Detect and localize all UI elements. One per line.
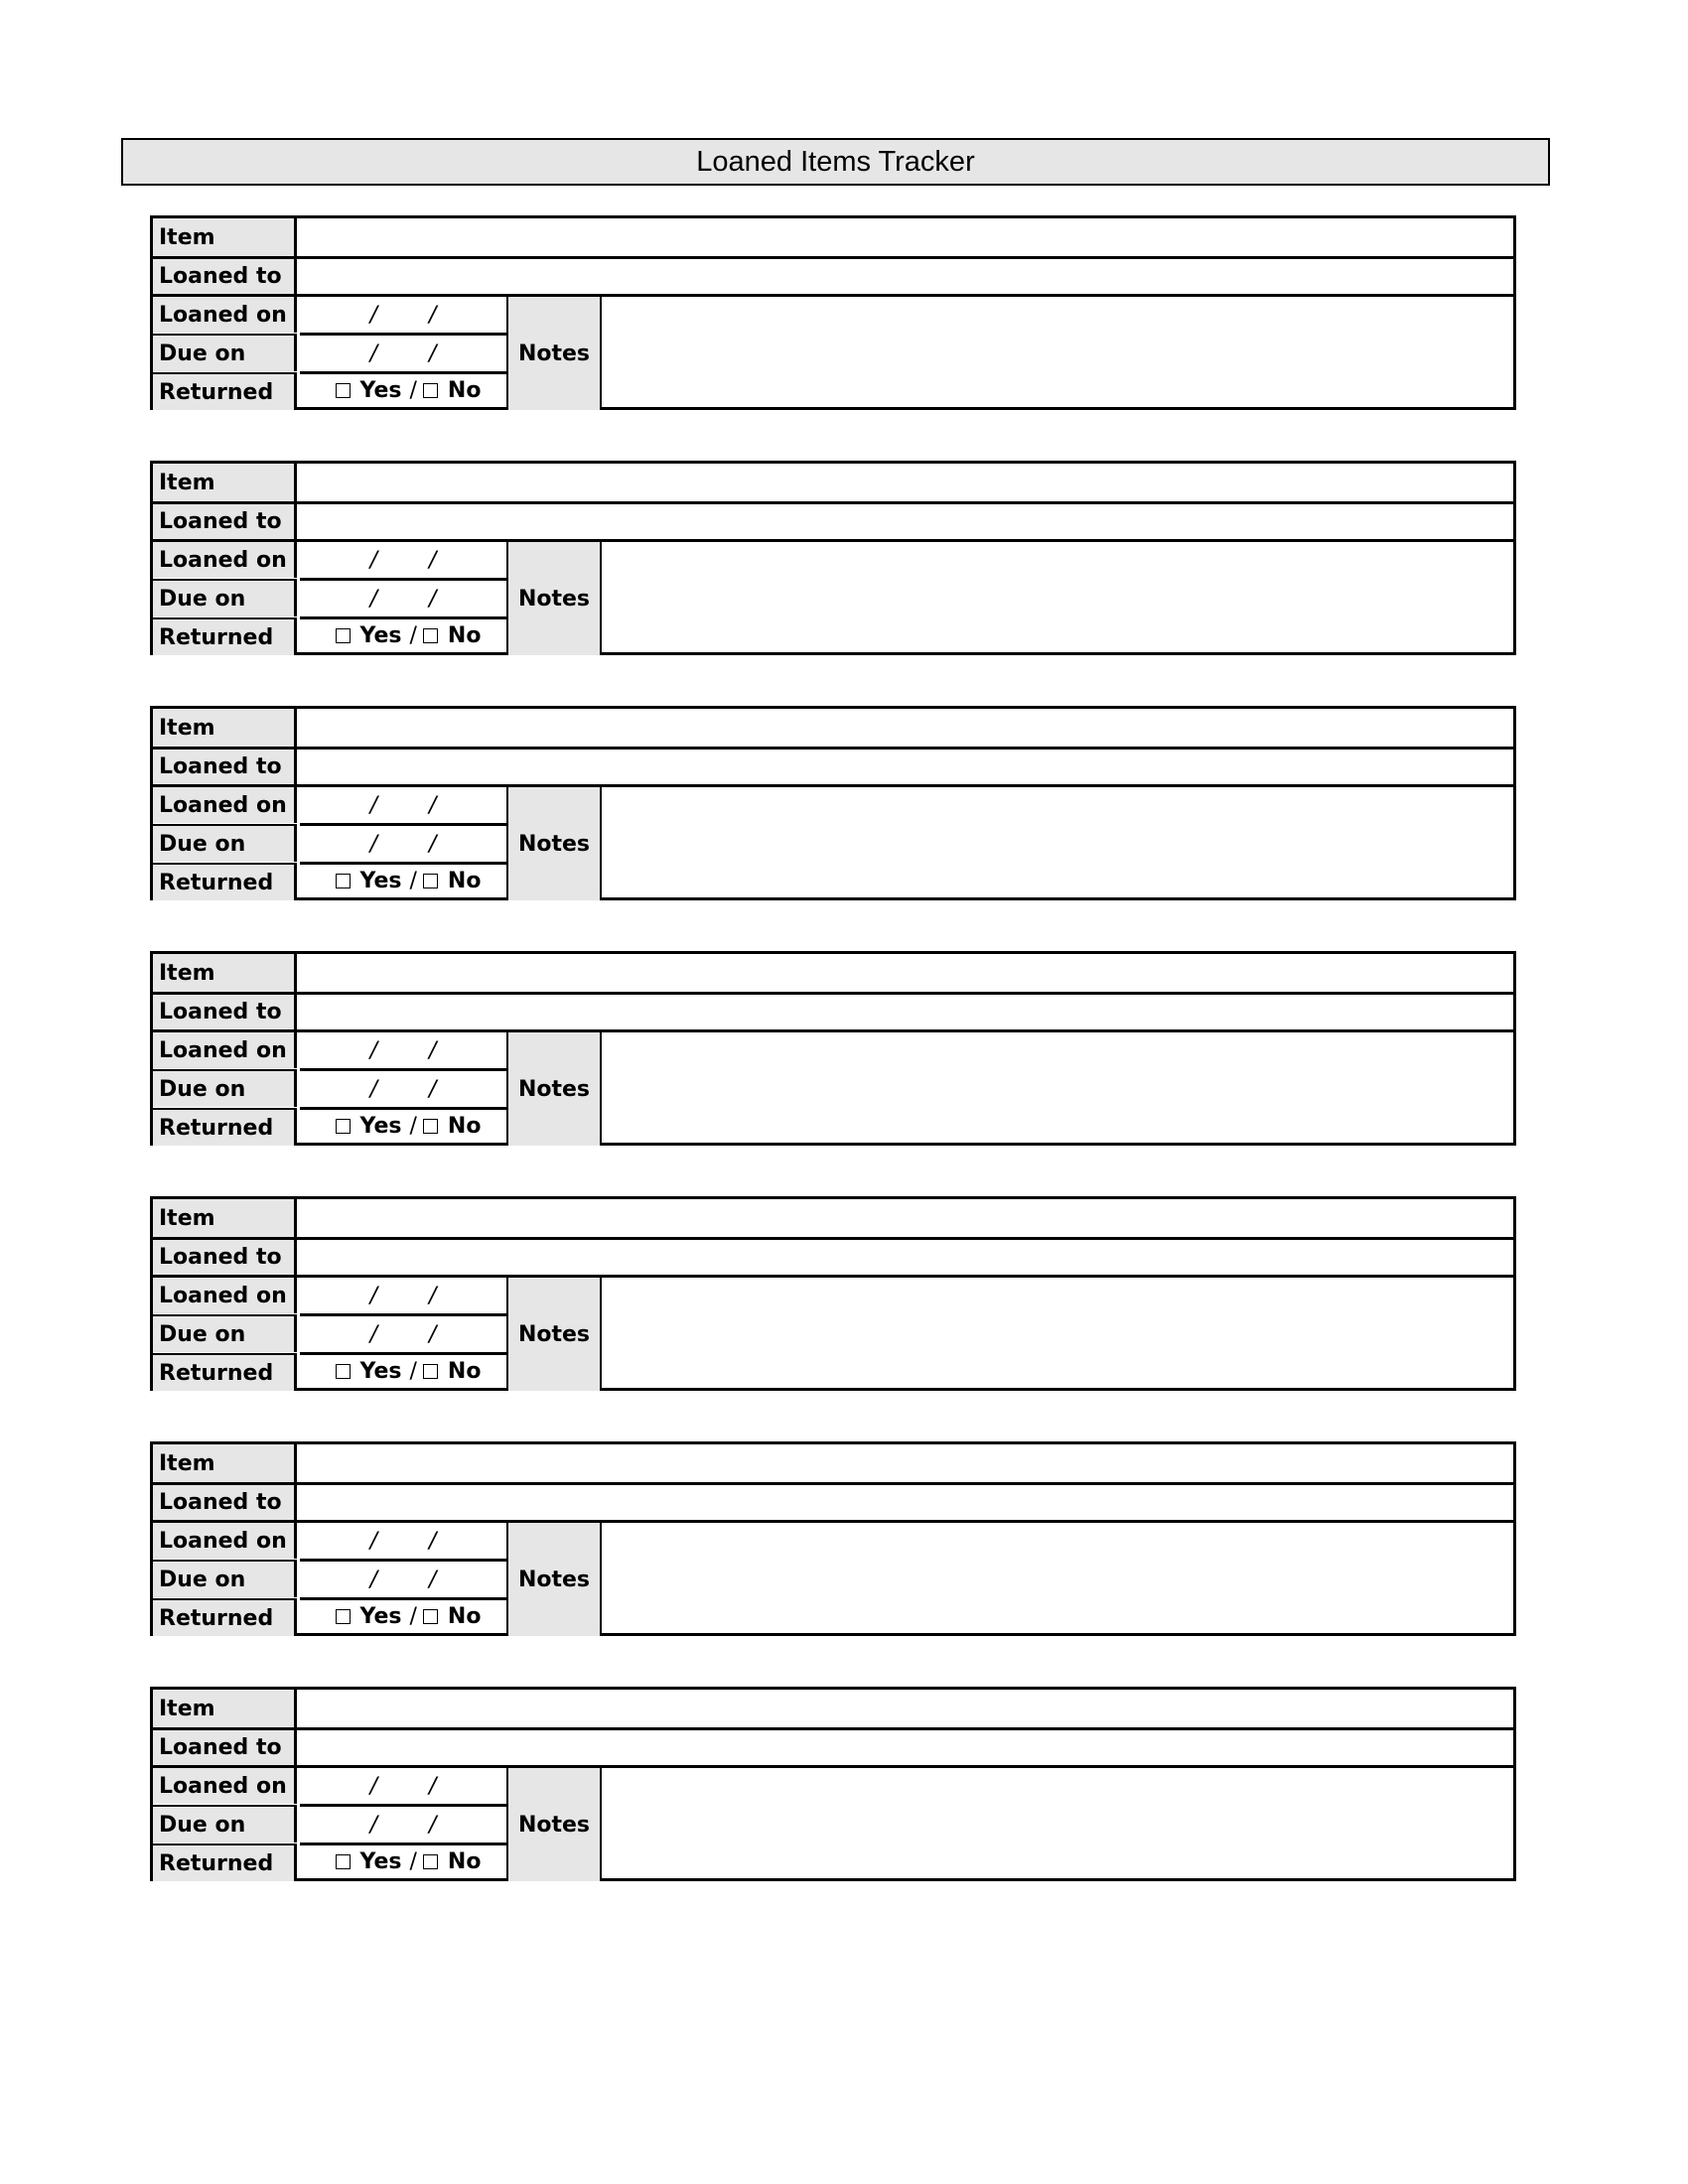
date-separator: /	[429, 831, 437, 857]
returned-label: Returned	[153, 1110, 297, 1146]
item-label: Item	[153, 1444, 297, 1482]
loan-record	[150, 1441, 1516, 1636]
loaned-on-date-field[interactable]	[300, 542, 506, 578]
notes-field[interactable]	[602, 297, 1513, 407]
slash-separator: /	[409, 378, 417, 403]
due-on-date-field[interactable]	[300, 1562, 506, 1597]
item-label: Item	[153, 1199, 297, 1237]
no-label: No	[447, 378, 482, 403]
yes-label: Yes	[359, 1604, 402, 1629]
loaned-to-label: Loaned to	[153, 1240, 297, 1275]
slash-separator: /	[409, 869, 417, 893]
returned-field	[300, 374, 506, 407]
item-label: Item	[153, 1690, 297, 1727]
slash-separator: /	[409, 1114, 417, 1139]
due-on-date-field[interactable]	[300, 581, 506, 616]
loan-record	[150, 1196, 1516, 1391]
loan-record	[150, 215, 1516, 410]
loaned-on-label: Loaned on	[153, 1278, 297, 1313]
loan-record	[150, 461, 1516, 655]
date-separator: /	[369, 831, 377, 857]
date-separator: /	[429, 341, 437, 366]
date-separator: /	[369, 302, 377, 328]
returned-label: Returned	[153, 374, 297, 410]
notes-label: Notes	[506, 787, 602, 900]
date-separator: /	[369, 1321, 377, 1347]
returned-yes-checkbox[interactable]	[336, 383, 351, 398]
returned-field	[300, 865, 506, 897]
date-separator: /	[429, 1812, 437, 1838]
loaned-to-label: Loaned to	[153, 750, 297, 784]
notes-label: Notes	[506, 1768, 602, 1881]
loaned-to-field[interactable]	[300, 259, 1513, 294]
loaned-to-field[interactable]	[300, 504, 1513, 539]
date-separator: /	[369, 1076, 377, 1102]
slash-separator: /	[409, 1359, 417, 1384]
returned-label: Returned	[153, 619, 297, 655]
date-separator: /	[369, 792, 377, 818]
loaned-on-date-field[interactable]	[300, 297, 506, 333]
no-label: No	[447, 1359, 482, 1384]
due-on-date-field[interactable]	[300, 1807, 506, 1843]
no-label: No	[447, 623, 482, 648]
returned-field	[300, 1355, 506, 1388]
due-on-date-field[interactable]	[300, 1071, 506, 1107]
slash-separator: /	[409, 1604, 417, 1629]
item-field[interactable]	[300, 218, 1513, 256]
due-on-date-field[interactable]	[300, 826, 506, 862]
returned-yes-checkbox[interactable]	[336, 1609, 351, 1624]
loaned-on-date-field[interactable]	[300, 1032, 506, 1068]
loaned-on-date-field[interactable]	[300, 1523, 506, 1559]
date-separator: /	[369, 547, 377, 573]
due-on-date-field[interactable]	[300, 336, 506, 371]
item-label: Item	[153, 709, 297, 747]
date-separator: /	[369, 1567, 377, 1592]
notes-label: Notes	[506, 297, 602, 410]
date-separator: /	[429, 1076, 437, 1102]
loan-record	[150, 706, 1516, 900]
returned-label: Returned	[153, 1600, 297, 1636]
loaned-on-label: Loaned on	[153, 297, 297, 333]
yes-label: Yes	[359, 869, 402, 893]
item-field[interactable]	[300, 709, 1513, 747]
returned-yes-checkbox[interactable]	[336, 1119, 351, 1134]
returned-no-checkbox[interactable]	[423, 628, 438, 643]
loaned-on-date-field[interactable]	[300, 1278, 506, 1313]
date-separator: /	[369, 1037, 377, 1063]
returned-no-checkbox[interactable]	[423, 1364, 438, 1379]
date-separator: /	[369, 1528, 377, 1554]
item-field[interactable]	[300, 1690, 1513, 1727]
returned-no-checkbox[interactable]	[423, 1119, 438, 1134]
due-on-date-field[interactable]	[300, 1316, 506, 1352]
notes-field[interactable]	[602, 1768, 1513, 1878]
returned-field	[300, 1845, 506, 1878]
date-separator: /	[369, 1773, 377, 1799]
due-on-label: Due on	[153, 1807, 297, 1843]
notes-field[interactable]	[602, 1032, 1513, 1143]
date-separator: /	[429, 1283, 437, 1308]
item-label: Item	[153, 464, 297, 501]
loaned-to-field[interactable]	[300, 750, 1513, 784]
slash-separator: /	[409, 1849, 417, 1874]
returned-no-checkbox[interactable]	[423, 1609, 438, 1624]
loaned-on-label: Loaned on	[153, 1768, 297, 1804]
due-on-label: Due on	[153, 581, 297, 616]
returned-field	[300, 1600, 506, 1633]
loaned-on-date-field[interactable]	[300, 1768, 506, 1804]
date-separator: /	[369, 586, 377, 612]
notes-label: Notes	[506, 1032, 602, 1146]
date-separator: /	[429, 302, 437, 328]
date-separator: /	[429, 792, 437, 818]
date-separator: /	[429, 547, 437, 573]
date-separator: /	[369, 1812, 377, 1838]
date-separator: /	[369, 341, 377, 366]
returned-yes-checkbox[interactable]	[336, 628, 351, 643]
date-separator: /	[429, 1528, 437, 1554]
no-label: No	[447, 1114, 482, 1139]
loaned-on-label: Loaned on	[153, 787, 297, 823]
item-field[interactable]	[300, 1444, 1513, 1482]
loaned-to-label: Loaned to	[153, 1730, 297, 1765]
loaned-on-label: Loaned on	[153, 1523, 297, 1559]
slash-separator: /	[409, 623, 417, 648]
returned-field	[300, 1110, 506, 1143]
loaned-to-field[interactable]	[300, 1730, 1513, 1765]
yes-label: Yes	[359, 1849, 402, 1874]
returned-no-checkbox[interactable]	[423, 1854, 438, 1869]
date-separator: /	[429, 1773, 437, 1799]
due-on-label: Due on	[153, 826, 297, 862]
notes-field[interactable]	[602, 542, 1513, 652]
due-on-label: Due on	[153, 336, 297, 371]
due-on-label: Due on	[153, 1316, 297, 1352]
yes-label: Yes	[359, 623, 402, 648]
loaned-to-label: Loaned to	[153, 504, 297, 539]
returned-yes-checkbox[interactable]	[336, 874, 351, 888]
loaned-to-field[interactable]	[300, 1485, 1513, 1520]
loaned-on-label: Loaned on	[153, 542, 297, 578]
returned-label: Returned	[153, 1355, 297, 1391]
no-label: No	[447, 1849, 482, 1874]
returned-yes-checkbox[interactable]	[336, 1854, 351, 1869]
item-label: Item	[153, 954, 297, 992]
notes-label: Notes	[506, 1523, 602, 1636]
notes-field[interactable]	[602, 1278, 1513, 1388]
yes-label: Yes	[359, 1359, 402, 1384]
yes-label: Yes	[359, 378, 402, 403]
no-label: No	[447, 1604, 482, 1629]
item-field[interactable]	[300, 1199, 1513, 1237]
no-label: No	[447, 869, 482, 893]
loaned-to-label: Loaned to	[153, 1485, 297, 1520]
page-title: Loaned Items Tracker	[121, 138, 1550, 186]
notes-label: Notes	[506, 542, 602, 655]
due-on-label: Due on	[153, 1071, 297, 1107]
returned-no-checkbox[interactable]	[423, 874, 438, 888]
date-separator: /	[429, 1567, 437, 1592]
returned-yes-checkbox[interactable]	[336, 1364, 351, 1379]
loaned-on-date-field[interactable]	[300, 787, 506, 823]
loaned-to-field[interactable]	[300, 995, 1513, 1029]
notes-field[interactable]	[602, 1523, 1513, 1633]
loaned-to-label: Loaned to	[153, 259, 297, 294]
loaned-on-label: Loaned on	[153, 1032, 297, 1068]
returned-no-checkbox[interactable]	[423, 383, 438, 398]
item-field[interactable]	[300, 464, 1513, 501]
date-separator: /	[429, 586, 437, 612]
date-separator: /	[429, 1037, 437, 1063]
date-separator: /	[369, 1283, 377, 1308]
date-separator: /	[429, 1321, 437, 1347]
loan-record	[150, 1687, 1516, 1881]
loaned-to-label: Loaned to	[153, 995, 297, 1029]
due-on-label: Due on	[153, 1562, 297, 1597]
returned-label: Returned	[153, 865, 297, 900]
yes-label: Yes	[359, 1114, 402, 1139]
item-label: Item	[153, 218, 297, 256]
item-field[interactable]	[300, 954, 1513, 992]
loan-record	[150, 951, 1516, 1146]
loaned-to-field[interactable]	[300, 1240, 1513, 1275]
returned-label: Returned	[153, 1845, 297, 1881]
returned-field	[300, 619, 506, 652]
notes-field[interactable]	[602, 787, 1513, 897]
notes-label: Notes	[506, 1278, 602, 1391]
